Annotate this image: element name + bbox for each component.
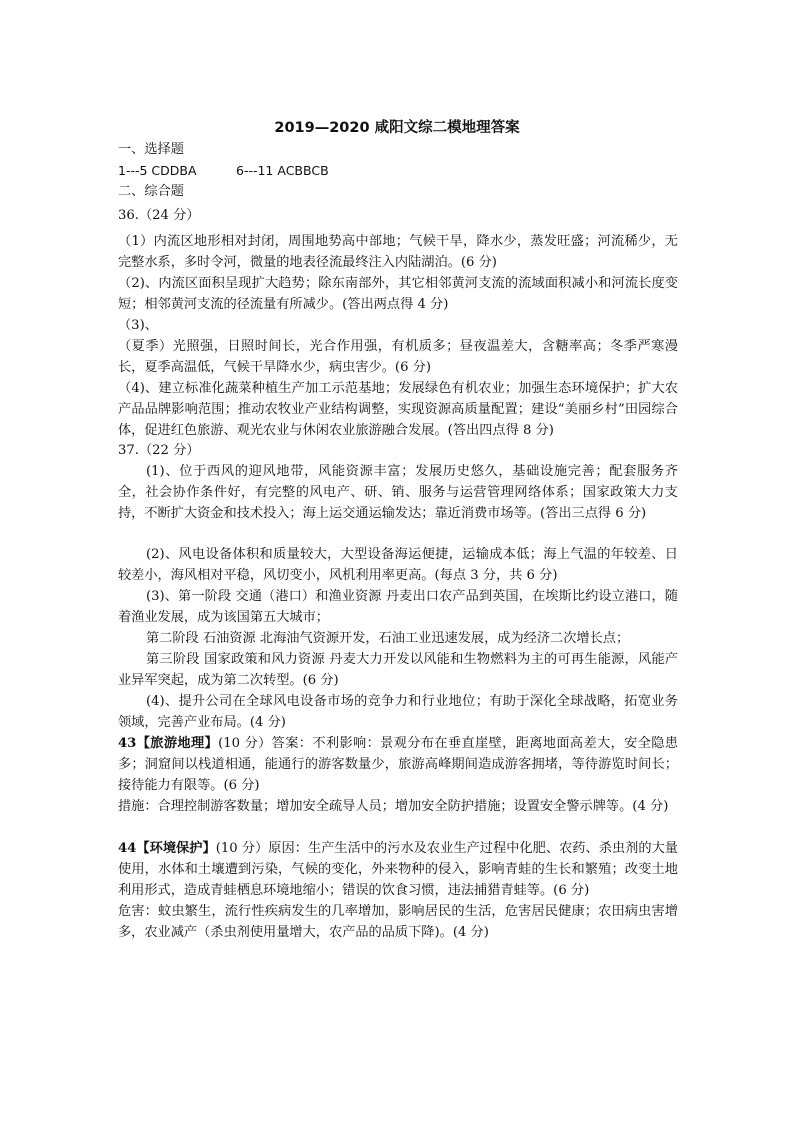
question-43-measures: 措施：合理控制游客数量；增加安全疏导人员；增加安全防护措施；设置安全警示牌等。(4 分): [118, 799, 669, 814]
question-43-text: (10 分）答案：不利影响：景观分布在垂直崖壁，距离地面高差大，安全隐患多；洞窟间以栈道相通，能通行的游客数量少，旅游高峰期间造成游客拥堵，等待游览时间长；接待能力有限等。(6 分): [118, 736, 679, 793]
question-37-part-4: (4)、提升公司在全球风电设备市场的竞争力和行业地位；有助于深化全球战略，拓宽业务领域，完善产业布局。(4 分): [118, 694, 678, 730]
question-36-part-1: （1）内流区地形相对封闭，周围地势高中部地；气候干旱，降水少，蒸发旺盛；河流稀少，无完整水系，多时令河，微量的地表径流最终注入内陆湖泊。(6 分): [118, 234, 678, 270]
question-43-tag: 【旅游地理】: [136, 736, 219, 751]
question-44-harm: 危害：蚊虫繁生，流行性疾病发生的几率增加，影响居民的生活，危害居民健康；农田病虫害增多，农业减产（杀虫剂使用量增大，农产品的品质下降)。(4 分): [118, 904, 678, 940]
section-comprehensive-heading: 二、综合题: [118, 184, 184, 199]
question-36-part-3-label: （3)、: [118, 318, 158, 333]
question-36-part-2: （2)、内流区面积呈现扩大趋势；除东南部外，其它相邻黄河支流的流域面积减小和河流长度变短；相邻黄河支流的径流量有所减少。(答出两点得 4 分): [118, 276, 678, 312]
question-36-part-4: （4)、建立标准化蔬菜种植生产加工示范基地；发展绿色有机农业；加强生态环境保护；扩大农产品品牌影响范围；推动农牧业产业结构调整，实现资源高质量配置；建设“美丽乡村”田园综合体，促进红色旅游、观光农业与休闲农业旅游融合发展。(答出四点得 8 分): [118, 381, 678, 438]
question-44-tag: 【环境保护】: [136, 841, 216, 856]
section-choice-heading: 一、选择题: [118, 142, 184, 157]
question-37-part-3-stage-2: 第二阶段 石油资源 北海油气资源开发，石油工业迅速发展，成为经济二次增长点；: [146, 631, 630, 646]
choice-answers-6-11: 6---11 ACBBCB: [236, 163, 329, 178]
question-44-number: 44: [118, 841, 137, 856]
question-44-block: [118, 839, 678, 901]
question-43-number: 43: [118, 736, 137, 751]
page-title: 2019—2020 咸阳文综二模地理答案: [274, 120, 520, 136]
question-37-part-2: (2)、风电设备体积和质量较大，大型设备海运便捷，运输成本低；海上气温的年较差、日较差小，海风相对平稳，风切变小，风机利用率更高。(每点 3 分，共 6 分): [118, 547, 678, 583]
question-37-part-3-stage-3: 第三阶段 国家政策和风力资源 丹麦大力开发以风能和生物燃料为主的可再生能源，风能产业异军突起，成为第二次转型。(6 分): [118, 652, 678, 688]
question-37-heading: 37.（22 分）: [118, 443, 200, 458]
question-43-block: [118, 734, 678, 796]
question-36-part-3: （夏季）光照强，日照时间长，光合作用强，有机质多；昼夜温差大，含糖率高；冬季严寒漫长，夏季高温低，气候干旱降水少，病虫害少。(6 分): [118, 339, 678, 375]
question-36-heading: 36.（24 分）: [118, 208, 200, 223]
choice-answers-1-5: 1---5 CDDBA: [118, 163, 197, 178]
question-37-part-3-stage-1: (3)、第一阶段 交通（港口）和渔业资源 丹麦出口农产品到英国，在埃斯比约设立港口，随着渔业发展，成为该国第五大城市；: [118, 589, 678, 625]
question-37-part-1: (1)、位于西风的迎风地带，风能资源丰富；发展历史悠久，基础设施完善；配套服务齐全，社会协作条件好，有完整的风电产、研、销、服务与运营管理网络体系；国家政策大力支持，不断扩大资金和技术投入；海上运交通运输发达；靠近消费市场等。(答出三点得 6 分): [118, 464, 678, 521]
question-44-text: (10 分）原因：生产生活中的污水及农业生产过程中化肥、农药、杀虫剂的大量使用，水体和土壤遭到污染，气候的变化，外来物种的侵入，影响青蛙的生长和繁殖；改变土地利用形式，造成青蛙栖息环境地缩小；错误的饮食习惯，违法捕猎青蛙等。(6 分): [118, 841, 678, 898]
